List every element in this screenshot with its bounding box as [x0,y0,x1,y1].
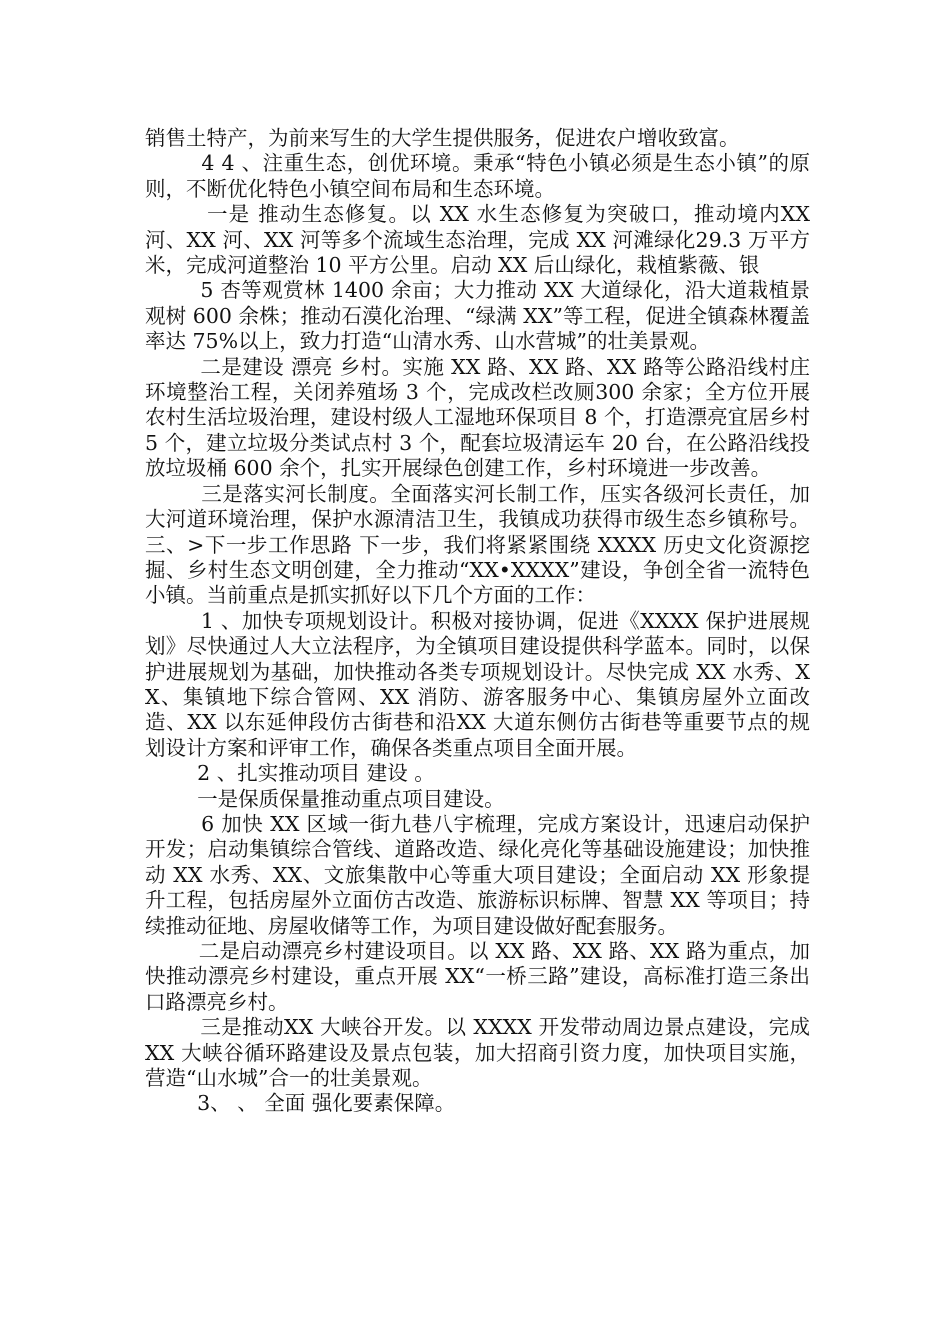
paragraph-2: 4 4 、注重生态，创优环境。秉承“特色小镇必须是生态小镇”的原则，不断优化特色小镇空间布局和生态环境。 [145,151,811,201]
paragraph-5: 二是建设 漂亮 乡村。实施 XX 路、XX 路、XX 路等公路沿线村庄环境整治工程，关闭养殖场 3 个，完成改栏改厕300 余家；全方位开展农村生活垃圾治理，建设村级人工湿地环保项目 8 个，打造漂亮宜居乡村 5 个，建立垃圾分类试点村 3 个，配套垃圾清运车 20 台，在公路沿线投放垃圾桶 600 余个，扎实开展绿色创建工作，乡村环境进一步改善。 [145,354,817,481]
paragraph-7: 1 、加快专项规划设计。积极对接协调，促进《XXXX 保护进展规划》尽快通过人大立法程序，为全镇项目建设提供科学蓝本。同时，以保护进展规划为基础，加快推动各类专项规划设计。尽快完成 XX 水秀、XX、集镇地下综合管网、XX 消防、游客服务中心、集镇房屋外立面改造、XX 以东延伸段仿古街巷和沿XX 大道东侧仿古街巷等重要节点的规划设计方案和评审工作，确保各类重点项目全面开展。 [145,608,810,760]
paragraph-8: 2 、扎实推动项目 建设 。 [145,761,435,786]
paragraph-10: 6 加快 XX 区域一街九巷八宇梳理，完成方案设计，迅速启动保护开发；启动集镇综合管线、道路改造、绿化亮化等基础设施建设；加快推动 XX 水秀、XX、文旅集散中心等重大项目建设；全面启动 XX 形象提升工程，包括房屋外立面仿古改造、旅游标识标牌、智慧 XX 等项目；持续推动征地、房屋收储等工作，为项目建设做好配套服务。 [145,811,810,938]
paragraph-12: 三是推动XX 大峡谷开发。以 XXXX 开发带动周边景点建设，完成 XX 大峡谷循环路建设及景点包装，加大招商引资力度，加快项目实施，营造“山水城”合一的壮美景观。 [145,1015,817,1091]
paragraph-9: 一是保质保量推动重点项目建设。 [145,786,505,811]
document-page [145,126,817,1117]
paragraph-4: 5 杏等观赏林 1400 余亩；大力推动 XX 大道绿化，沿大道栽植景观树 600 余株；推动石漠化治理、“绿满 XX”等工程，促进全镇森林覆盖率达 75%以上，致力打造“山清水秀、山水营城”的壮美景观。 [145,278,810,354]
paragraph-3: 一是 推动生态修复。以 XX 水生态修复为突破口，推动境内XX 河、XX 河、XX 河等多个流域生态治理，完成 XX 河滩绿化29.3 万平方米，完成河道整治 10 平方公里。启动 XX 后山绿化，栽植紫薇、银 [145,202,817,278]
paragraph-11: 二是启动漂亮乡村建设项目。以 XX 路、XX 路、XX 路为重点，加快推动漂亮乡村建设，重点开展 XX“一桥三路”建设，高标准打造三条出口路漂亮乡村。 [145,939,810,1014]
paragraph-13: 3、 、 全面 强化要素保障。 [145,1091,456,1116]
paragraph-1: 销售土特产，为前来写生的大学生提供服务，促进农户增收致富。 [145,126,740,150]
paragraph-6: 三是落实河长制度。全面落实河长制工作，压实各级河长责任，加大河道环境治理，保护水源清洁卫生，我镇成功获得市级生态乡镇称号。三、>下一步工作思路 下一步，我们将紧紧围绕 XXXX 历史文化资源挖掘、乡村生态文明创建，全力推动“XX•XXXX”建设，争创全省一流特色小镇。当前重点是抓实抓好以下几个方面的工作： [145,481,810,608]
